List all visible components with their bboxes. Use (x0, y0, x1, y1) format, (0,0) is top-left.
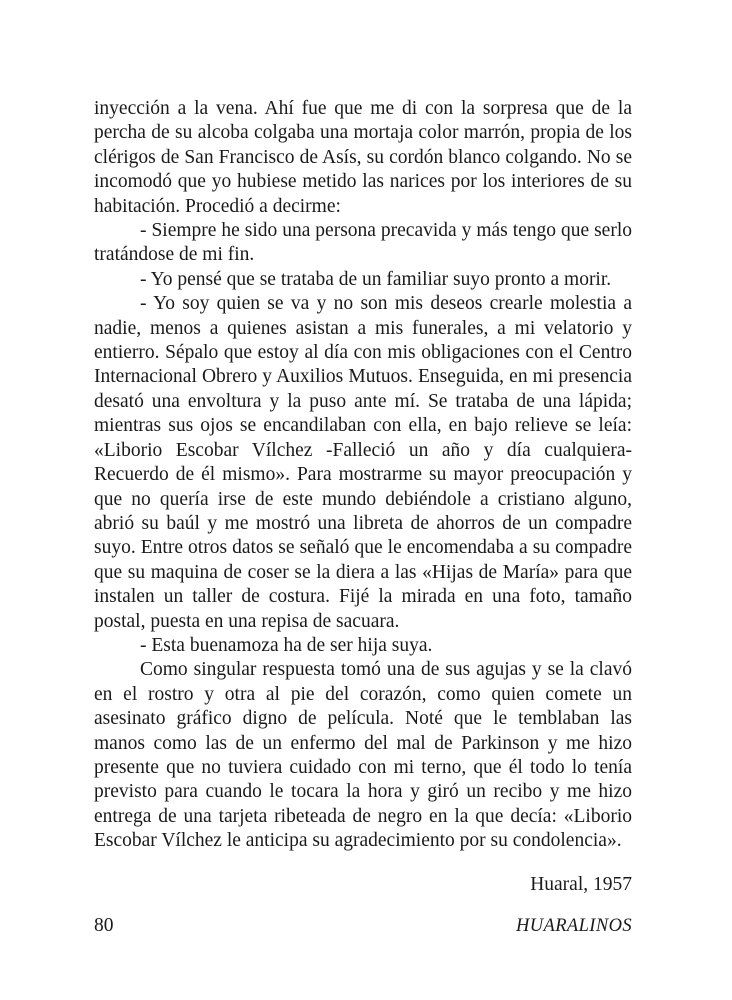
paragraph-opening: inyección a la vena. Ahí fue que me di con la sorpresa que de la percha de su alcoba colgaba una mortaja color marrón, propia de los clérigos de San Francisco de Asís, su cordón blanco colgando. No se incomodó que yo hubiese metido las narices por los interiores de su habitación. Procedió a decirme: (94, 98, 632, 217)
dateline: Huaral, 1957 (530, 874, 632, 895)
body-text (94, 97, 632, 854)
dialogue-line: - Esta buenamoza ha de ser hija suya. (140, 634, 433, 656)
page-number: 80 (94, 915, 114, 936)
running-title: HUARALINOS (515, 916, 632, 936)
dialogue-line: - Yo soy quien se va y no son mis deseos crearle molestia a nadie, menos a quienes asistan a mis funerales, a mi velatorio y entierro. Sépalo que estoy al día con mis obligaciones con el Centro Internacional Obrero y Auxilios Mutuos. Enseguida, en mi presencia desató una envoltura y la puso ante mí. Se trataba de una lápida; mientras sus ojos se encandilaban con ella, en bajo relieve se leía: «Liborio Escobar Vílchez -Falleció un año y día cualquiera- Recuerdo de él mismo». Para mostrarme su mayor preocupación y que no quería irse de este mundo debiéndole a cristiano alguno, abrió su baúl y me mostró una libreta de ahorros de un compadre suyo. Entre otros datos se señaló que le encomendaba a su compadre que su maquina de coser se la diera a las «Hijas de María» para que instalen un taller de costura. Fijé la mirada en una foto, tamaño postal, puesta en una repisa de sacuara. (94, 293, 632, 632)
paragraph-closing: Como singular respuesta tomó una de sus agujas y se la clavó en el rostro y otra al pie del corazón, como quien comete un asesinato gráfico digno de película. Noté que le temblaban las manos como las de un enfermo del mal de Parkinson y me hizo presente que no tuviera cuidado con mi terno, que él todo lo tenía previsto para cuando le tocara la hora y giró un recibo y me hizo entrega de una tarjeta ribeteada de negro en la que decía: «Liborio Escobar Vílchez le anticipa su agradecimiento por su condolencia». (94, 659, 632, 852)
dialogue-line: - Yo pensé que se trataba de un familiar suyo pronto a morir. (140, 268, 612, 290)
dialogue-line: - Siempre he sido una persona precavida y más tengo que serlo tratándose de mi fin. (94, 220, 632, 266)
